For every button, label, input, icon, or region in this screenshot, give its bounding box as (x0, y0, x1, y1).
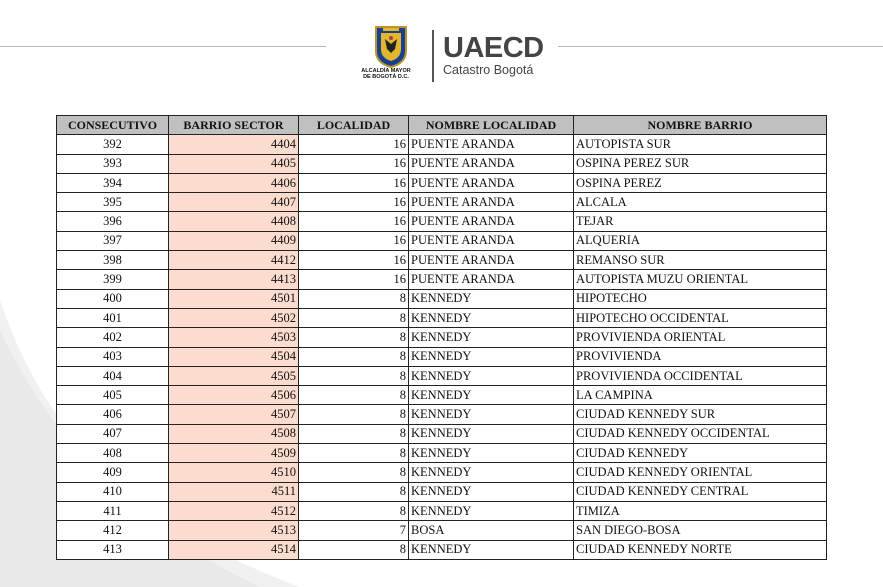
localidad-cell: 8 (299, 386, 409, 405)
logo-divider (432, 30, 434, 82)
header-barrio-sector: BARRIO SECTOR (169, 116, 299, 135)
nombre-barrio-cell: CIUDAD KENNEDY NORTE (574, 540, 827, 559)
localidad-cell: 8 (299, 308, 409, 327)
brand-subtitle: Catastro Bogotá (443, 63, 534, 77)
consecutivo-cell: 397 (57, 231, 169, 250)
nombre-barrio-cell: CIUDAD KENNEDY CENTRAL (574, 482, 827, 501)
uaecd-brand (443, 33, 544, 77)
nombre-barrio-cell: AUTOPISTA MUZU ORIENTAL (574, 270, 827, 289)
localidad-cell: 7 (299, 521, 409, 540)
nombre-barrio-cell: REMANSO SUR (574, 251, 827, 270)
nombre-localidad-cell: KENNEDY (409, 501, 574, 520)
barrio-sector-cell: 4408 (169, 212, 299, 231)
table-row (57, 212, 827, 231)
header-rule-left (0, 46, 326, 47)
consecutivo-cell: 410 (57, 482, 169, 501)
nombre-localidad-cell: KENNEDY (409, 405, 574, 424)
nombre-barrio-cell: PROVIVIENDA OCCIDENTAL (574, 366, 827, 385)
localidad-cell: 8 (299, 347, 409, 366)
localidad-cell: 8 (299, 501, 409, 520)
table-row (57, 366, 827, 385)
header-nombre-localidad: NOMBRE LOCALIDAD (409, 116, 574, 135)
table-row (57, 328, 827, 347)
nombre-localidad-cell: PUENTE ARANDA (409, 270, 574, 289)
consecutivo-cell: 399 (57, 270, 169, 289)
barrio-sector-cell: 4512 (169, 501, 299, 520)
table-row (57, 193, 827, 212)
barrio-sector-cell: 4409 (169, 231, 299, 250)
consecutivo-cell: 405 (57, 386, 169, 405)
nombre-barrio-cell: PROVIVIENDA (574, 347, 827, 366)
localidad-cell: 16 (299, 135, 409, 154)
nombre-barrio-cell: HIPOTECHO (574, 289, 827, 308)
nombre-barrio-cell: HIPOTECHO OCCIDENTAL (574, 308, 827, 327)
nombre-localidad-cell: PUENTE ARANDA (409, 251, 574, 270)
table-row (57, 463, 827, 482)
consecutivo-cell: 402 (57, 328, 169, 347)
barrio-sector-cell: 4412 (169, 251, 299, 270)
table-row (57, 270, 827, 289)
localidad-cell: 8 (299, 405, 409, 424)
localidad-cell: 16 (299, 251, 409, 270)
table-row (57, 154, 827, 173)
table-row (57, 308, 827, 327)
table-row (57, 289, 827, 308)
consecutivo-cell: 392 (57, 135, 169, 154)
consecutivo-cell: 404 (57, 366, 169, 385)
localidad-cell: 16 (299, 212, 409, 231)
table-row (57, 501, 827, 520)
consecutivo-cell: 411 (57, 501, 169, 520)
table-row (57, 173, 827, 192)
nombre-localidad-cell: PUENTE ARANDA (409, 135, 574, 154)
nombre-barrio-cell: CIUDAD KENNEDY SUR (574, 405, 827, 424)
table-row (57, 444, 827, 463)
localidad-cell: 8 (299, 328, 409, 347)
nombre-barrio-cell: CIUDAD KENNEDY (574, 444, 827, 463)
localidad-cell: 8 (299, 463, 409, 482)
consecutivo-cell: 412 (57, 521, 169, 540)
localidad-cell: 8 (299, 366, 409, 385)
barrio-sector-cell: 4507 (169, 405, 299, 424)
nombre-barrio-cell: SAN DIEGO-BOSA (574, 521, 827, 540)
barrio-sector-cell: 4404 (169, 135, 299, 154)
localidad-cell: 8 (299, 482, 409, 501)
consecutivo-cell: 398 (57, 251, 169, 270)
nombre-localidad-cell: KENNEDY (409, 540, 574, 559)
table-row (57, 347, 827, 366)
barrio-sector-cell: 4503 (169, 328, 299, 347)
localidad-cell: 16 (299, 154, 409, 173)
nombre-barrio-cell: ALQUERIA (574, 231, 827, 250)
barrio-sector-cell: 4501 (169, 289, 299, 308)
barrio-sector-cell: 4509 (169, 444, 299, 463)
consecutivo-cell: 409 (57, 463, 169, 482)
consecutivo-cell: 401 (57, 308, 169, 327)
consecutivo-cell: 407 (57, 424, 169, 443)
nombre-localidad-cell: KENNEDY (409, 463, 574, 482)
nombre-localidad-cell: KENNEDY (409, 386, 574, 405)
barrio-sector-cell: 4407 (169, 193, 299, 212)
localidad-cell: 16 (299, 193, 409, 212)
table-row (57, 482, 827, 501)
table-row (57, 386, 827, 405)
nombre-localidad-cell: KENNEDY (409, 289, 574, 308)
consecutivo-cell: 406 (57, 405, 169, 424)
barrio-sector-cell: 4508 (169, 424, 299, 443)
nombre-localidad-cell: KENNEDY (409, 347, 574, 366)
nombre-localidad-cell: PUENTE ARANDA (409, 212, 574, 231)
table-row (57, 231, 827, 250)
nombre-barrio-cell: CIUDAD KENNEDY ORIENTAL (574, 463, 827, 482)
nombre-barrio-cell: OSPINA PEREZ (574, 173, 827, 192)
consecutivo-cell: 408 (57, 444, 169, 463)
consecutivo-cell: 395 (57, 193, 169, 212)
nombre-localidad-cell: PUENTE ARANDA (409, 193, 574, 212)
localidad-cell: 16 (299, 270, 409, 289)
barrio-sector-cell: 4405 (169, 154, 299, 173)
nombre-barrio-cell: OSPINA PEREZ SUR (574, 154, 827, 173)
barrio-sector-cell: 4514 (169, 540, 299, 559)
alcaldia-caption (352, 68, 420, 80)
table-row (57, 251, 827, 270)
consecutivo-cell: 400 (57, 289, 169, 308)
barrio-sector-cell: 4502 (169, 308, 299, 327)
barrios-table (56, 115, 827, 560)
nombre-localidad-cell: BOSA (409, 521, 574, 540)
barrio-sector-cell: 4513 (169, 521, 299, 540)
alcaldia-line-1: ALCALDÍA MAYOR (361, 68, 411, 74)
barrio-sector-cell: 4506 (169, 386, 299, 405)
consecutivo-cell: 403 (57, 347, 169, 366)
nombre-barrio-cell: AUTOPISTA SUR (574, 135, 827, 154)
consecutivo-cell: 393 (57, 154, 169, 173)
header-nombre-barrio: NOMBRE BARRIO (574, 116, 827, 135)
header-rule-right (558, 46, 883, 47)
localidad-cell: 8 (299, 540, 409, 559)
table-row (57, 540, 827, 559)
brand-title: UAECD (443, 32, 544, 64)
nombre-barrio-cell: TIMIZA (574, 501, 827, 520)
localidad-cell: 8 (299, 289, 409, 308)
header-consecutivo: CONSECUTIVO (57, 116, 169, 135)
localidad-cell: 16 (299, 231, 409, 250)
barrio-sector-cell: 4504 (169, 347, 299, 366)
nombre-localidad-cell: KENNEDY (409, 424, 574, 443)
barrio-sector-cell: 4406 (169, 173, 299, 192)
nombre-barrio-cell: CIUDAD KENNEDY OCCIDENTAL (574, 424, 827, 443)
table-row (57, 521, 827, 540)
barrio-sector-cell: 4413 (169, 270, 299, 289)
table-row (57, 405, 827, 424)
nombre-barrio-cell: LA CAMPINA (574, 386, 827, 405)
localidad-cell: 8 (299, 444, 409, 463)
nombre-localidad-cell: PUENTE ARANDA (409, 154, 574, 173)
barrio-sector-cell: 4505 (169, 366, 299, 385)
table-row (57, 135, 827, 154)
table-header-row (57, 116, 827, 135)
nombre-barrio-cell: PROVIVIENDA ORIENTAL (574, 328, 827, 347)
nombre-localidad-cell: KENNEDY (409, 444, 574, 463)
nombre-localidad-cell: PUENTE ARANDA (409, 173, 574, 192)
table-body (57, 135, 827, 560)
barrio-sector-cell: 4510 (169, 463, 299, 482)
nombre-barrio-cell: ALCALA (574, 193, 827, 212)
nombre-localidad-cell: KENNEDY (409, 482, 574, 501)
nombre-localidad-cell: KENNEDY (409, 328, 574, 347)
header-localidad: LOCALIDAD (299, 116, 409, 135)
nombre-localidad-cell: KENNEDY (409, 308, 574, 327)
localidad-cell: 8 (299, 424, 409, 443)
table-row (57, 424, 827, 443)
consecutivo-cell: 394 (57, 173, 169, 192)
barrio-sector-cell: 4511 (169, 482, 299, 501)
nombre-localidad-cell: PUENTE ARANDA (409, 231, 574, 250)
consecutivo-cell: 396 (57, 212, 169, 231)
nombre-localidad-cell: KENNEDY (409, 366, 574, 385)
consecutivo-cell: 413 (57, 540, 169, 559)
alcaldia-line-2: DE BOGOTÁ D.C. (363, 74, 409, 80)
localidad-cell: 16 (299, 173, 409, 192)
nombre-barrio-cell: TEJAR (574, 212, 827, 231)
